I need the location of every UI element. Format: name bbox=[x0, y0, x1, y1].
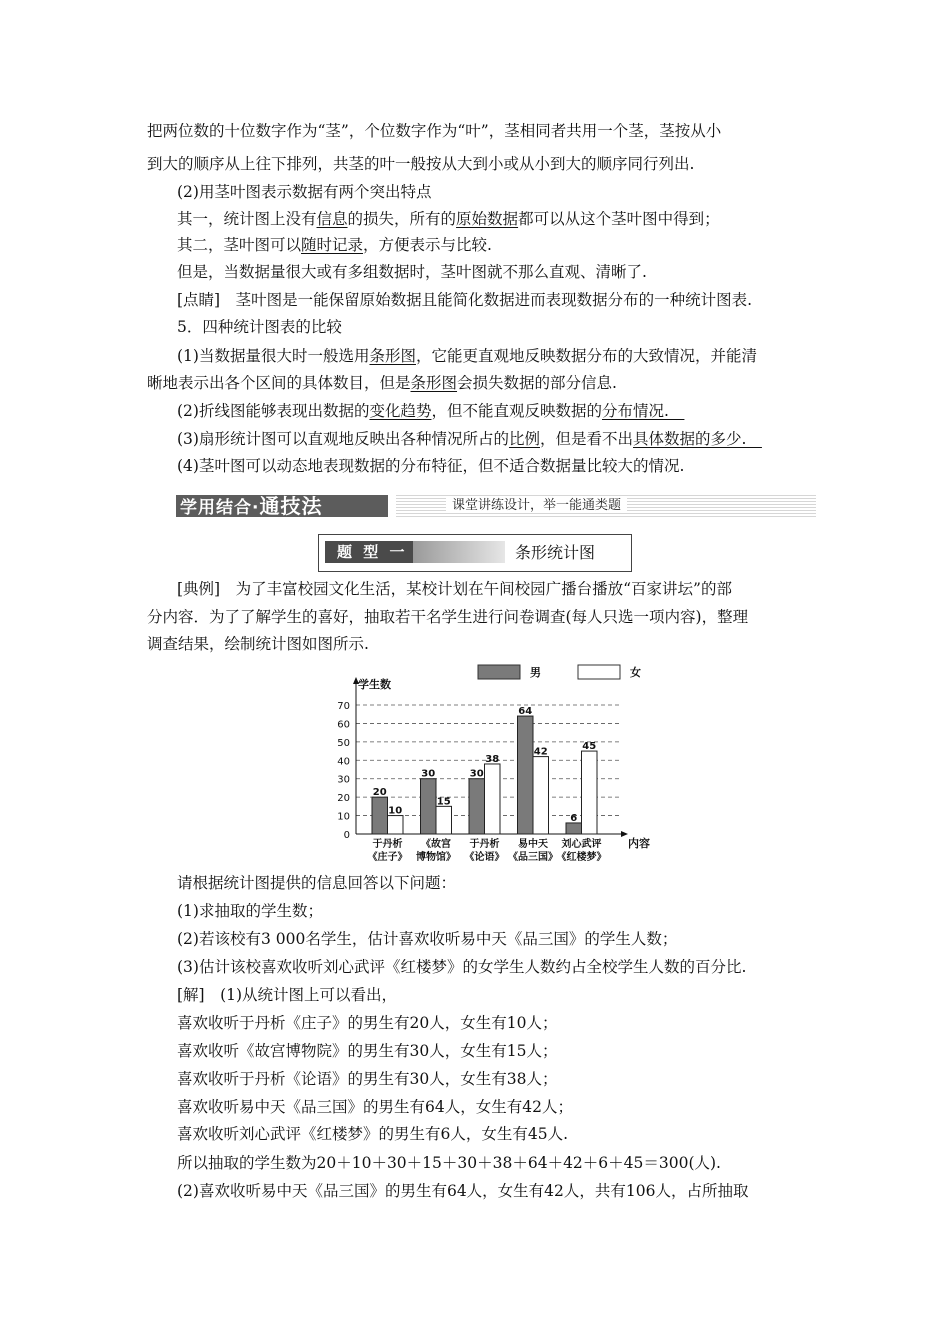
text-span: 其一，统计图上没有 bbox=[177, 210, 317, 228]
y-tick-label: 50 bbox=[337, 737, 350, 749]
y-tick-label: 40 bbox=[337, 756, 350, 768]
x-tick-label: 博物馆》 bbox=[416, 852, 456, 863]
banner-subtitle bbox=[396, 495, 816, 517]
compare-heading: 5．四种统计图表的比较 bbox=[177, 318, 342, 336]
x-tick-label: 于丹析 bbox=[469, 839, 500, 850]
bar bbox=[582, 751, 598, 834]
stem-leaf-point-1 bbox=[177, 209, 837, 229]
bar bbox=[372, 797, 388, 834]
x-tick-label: 《论语》 bbox=[464, 852, 505, 863]
solution-line: 喜欢收听易中天《品三国》的男生有64人，女生有42人； bbox=[177, 1098, 573, 1116]
data-label: 38 bbox=[485, 753, 500, 765]
topic-box bbox=[318, 534, 632, 572]
underlined-term: 具体数据的多少. bbox=[633, 430, 762, 448]
y-tick-label: 70 bbox=[337, 701, 350, 712]
question-line: (1)求抽取的学生数； bbox=[177, 902, 323, 920]
compare-point-1-cont bbox=[147, 373, 807, 393]
text-span: (3)扇形统计图可以直观地反映出各种情况所占的 bbox=[177, 430, 509, 448]
text-span: (1)当数据量很大时一般选用 bbox=[177, 347, 370, 365]
banner-title-text: 学用结合· bbox=[180, 498, 260, 518]
x-tick-label: 《庄子》 bbox=[367, 852, 408, 863]
banner-title-bold: 通技法 bbox=[259, 494, 323, 518]
question-line: (3)估计该校喜欢收听刘心武评《红楼梦》的女学生人数约占全校学生人数的百分比. bbox=[177, 958, 747, 976]
example-line: 调查结果，绘制统计图如图所示. bbox=[147, 635, 369, 653]
data-label: 10 bbox=[388, 805, 403, 817]
compare-point-1 bbox=[177, 346, 837, 366]
y-tick-label: 10 bbox=[337, 811, 350, 823]
text-span: ，方便表示与比较. bbox=[363, 236, 492, 254]
topic-tag: 题 型 一 bbox=[325, 541, 505, 563]
compare-point-2 bbox=[177, 401, 837, 421]
text-span: ，但不能直观反映数据的 bbox=[431, 402, 602, 420]
y-tick-label: 20 bbox=[337, 793, 350, 805]
text-span: ，但是看不出 bbox=[539, 430, 633, 448]
x-axis-title: 内容 bbox=[628, 837, 650, 850]
underlined-term: 变化趋势 bbox=[369, 402, 432, 420]
underlined-term: 分布情况. bbox=[602, 402, 685, 420]
legend-label: 女 bbox=[630, 666, 641, 679]
text-line: 把两位数的十位数字作为“茎”，个位数字作为“叶”，茎相同者共用一个茎，茎按从小 bbox=[147, 122, 722, 140]
compare-point-3 bbox=[177, 429, 837, 449]
solution-line: (2)喜欢收听易中天《品三国》的男生有64人，女生有42人，共有106人，占所抽取 bbox=[177, 1182, 749, 1200]
solution-line: [解] (1)从统计图上可以看出， bbox=[177, 986, 398, 1004]
topic-title: 条形统计图 bbox=[515, 543, 596, 562]
question-line: 请根据统计图提供的信息回答以下问题： bbox=[177, 874, 457, 892]
bar bbox=[566, 823, 582, 834]
stem-leaf-point-2 bbox=[177, 235, 837, 255]
solution-line: 喜欢收听刘心武评《红楼梦》的男生有6人，女生有45人. bbox=[177, 1125, 569, 1143]
example-line: 分内容．为了了解学生的喜好，抽取若干名学生进行问卷调查(每人只选一项内容)，整理 bbox=[147, 608, 749, 626]
bar bbox=[388, 816, 404, 834]
x-axis-arrow bbox=[621, 831, 628, 837]
underlined-term: 随时记录 bbox=[301, 236, 364, 254]
data-label: 30 bbox=[421, 768, 436, 780]
data-label: 6 bbox=[570, 812, 578, 824]
x-tick-label: 易中天 bbox=[518, 839, 548, 850]
x-tick-label: 《红楼梦》 bbox=[556, 852, 607, 863]
question-line: (2)若该校有3 000名学生，估计喜欢收听易中天《品三国》的学生人数； bbox=[177, 930, 678, 948]
bar bbox=[436, 806, 452, 834]
text-line: 到大的顺序从上往下排列，共茎的叶一般按从大到小或从小到大的顺序同行列出. bbox=[147, 155, 695, 173]
bar bbox=[533, 757, 549, 834]
y-tick-label: 0 bbox=[343, 830, 350, 841]
data-label: 64 bbox=[518, 706, 533, 718]
stem-leaf-heading: (2)用茎叶图表示数据有两个突出特点 bbox=[177, 183, 432, 201]
underlined-term: 条形图 bbox=[410, 374, 458, 392]
data-label: 42 bbox=[533, 746, 548, 758]
data-label: 30 bbox=[469, 768, 484, 780]
text-span: ，它能更直观地反映数据分布的大致情况，并能清 bbox=[415, 347, 757, 365]
text-span: 其二，茎叶图可以 bbox=[177, 236, 302, 254]
y-tick-label: 60 bbox=[337, 719, 350, 731]
solution-line: 喜欢收听于丹析《论语》的男生有30人，女生有38人； bbox=[177, 1070, 558, 1088]
legend-swatch bbox=[478, 665, 520, 679]
compare-point-4: (4)茎叶图可以动态地表现数据的分布特征，但不适合数据量比较大的情况. bbox=[177, 457, 685, 475]
section-banner bbox=[176, 495, 820, 517]
x-tick-label: 《品三国》 bbox=[508, 852, 558, 863]
underlined-term: 信息 bbox=[316, 210, 348, 228]
y-tick-label: 30 bbox=[337, 774, 350, 786]
x-tick-label: 刘心武评 bbox=[561, 839, 602, 850]
y-axis-title: 学生数 bbox=[358, 678, 391, 691]
solution-line: 喜欢收听于丹析《庄子》的男生有20人，女生有10人； bbox=[177, 1014, 558, 1032]
bar bbox=[469, 779, 485, 834]
note-dianjing: [点睛] 茎叶图是一能保留原始数据且能简化数据进而表现数据分布的一种统计图表. bbox=[177, 291, 753, 309]
x-tick-label: 于丹析 bbox=[372, 839, 403, 850]
text-span: 会损失数据的部分信息. bbox=[457, 374, 617, 392]
example-line: [典例] 为了丰富校园文化生活，某校计划在午间校园广播台播放“百家讲坛”的部 bbox=[177, 580, 732, 598]
banner-title bbox=[176, 495, 388, 517]
bar bbox=[518, 716, 534, 834]
x-tick-label: 《故宫 bbox=[421, 839, 451, 850]
stem-leaf-limit: 但是，当数据量很大或有多组数据时，茎叶图就不那么直观、清晰了. bbox=[177, 263, 647, 281]
data-label: 15 bbox=[436, 796, 451, 808]
data-label: 45 bbox=[582, 741, 597, 753]
underlined-term: 条形图 bbox=[369, 347, 416, 365]
legend-swatch bbox=[578, 665, 620, 679]
text-span: (2)折线图能够表现出数据的 bbox=[177, 402, 370, 420]
text-span: 晰地表示出各个区间的具体数目，但是 bbox=[147, 374, 411, 392]
legend-label: 男 bbox=[530, 666, 541, 679]
text-span: 的损失，所有的 bbox=[347, 210, 457, 228]
underlined-term: 原始数据 bbox=[456, 210, 519, 228]
data-label: 20 bbox=[372, 787, 387, 799]
bar bbox=[485, 764, 501, 834]
solution-line: 所以抽取的学生数为20＋10＋30＋15＋30＋38＋64＋42＋6＋45＝300(人). bbox=[177, 1154, 721, 1172]
bar bbox=[421, 779, 437, 834]
underlined-term: 比例 bbox=[508, 430, 540, 448]
text-span: 都可以从这个茎叶图中得到； bbox=[518, 210, 720, 228]
banner-subtitle-text: 课堂讲练设计，举一能通类题 bbox=[446, 498, 627, 513]
solution-line: 喜欢收听《故宫博物院》的男生有30人，女生有15人； bbox=[177, 1042, 558, 1060]
bar-chart bbox=[330, 660, 670, 865]
